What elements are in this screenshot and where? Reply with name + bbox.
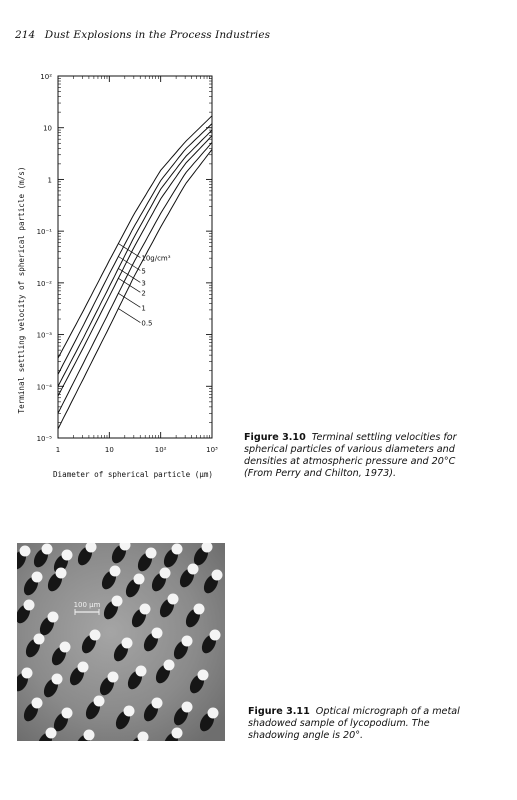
spore [42, 544, 53, 555]
x-tick-label: 10 [104, 446, 114, 454]
series-line-1 [58, 124, 212, 375]
spore [208, 708, 219, 719]
chart-ticks [37, 73, 218, 454]
figure-3-10-caption [244, 432, 484, 480]
figure-3-10-text: Terminal settling velocities for spherical particles of various diameters and densities at atmospheric pressure and 20°C (From Perry and Chilton, 1973). [244, 432, 457, 479]
page-number: 214 [15, 29, 36, 41]
x-tick-label: 10³ [206, 446, 218, 454]
micrograph-image [17, 543, 225, 741]
series-line-3 [58, 136, 212, 396]
y-tick-label: 10 [43, 124, 52, 133]
series-label-0: 10g/cm³ [141, 254, 171, 263]
scale-bar-label: 100 µm [73, 601, 101, 609]
spore [84, 730, 95, 741]
x-axis-label: Diameter of spherical particle (µm) [52, 470, 214, 479]
spore [172, 544, 183, 555]
spore [94, 696, 105, 707]
spore [182, 702, 193, 713]
spore [46, 728, 57, 739]
series-leader-1 [118, 257, 140, 271]
spore [182, 636, 193, 647]
spore [34, 634, 45, 645]
y-tick-label: 10⁻⁵ [36, 435, 52, 443]
spore [160, 568, 171, 579]
series-label-2: 3 [141, 279, 146, 288]
spore [164, 660, 175, 671]
spore [152, 698, 163, 709]
spore [20, 546, 31, 557]
running-title: Dust Explosions in the Process Industries [44, 29, 271, 41]
spore [56, 568, 67, 579]
spore [108, 672, 119, 683]
chart-series-labels [118, 244, 170, 328]
y-tick-label: 10⁻¹ [36, 228, 52, 237]
figure-3-11-text: Optical micrograph of a metal shadowed sample of lycopodium. The shadowing angle is 20°. [248, 706, 460, 741]
figure-3-11-number: Figure 3.11 [248, 706, 310, 717]
spore [198, 670, 209, 681]
spore [134, 574, 145, 585]
spore [78, 662, 89, 673]
spore [194, 604, 205, 615]
spore [24, 600, 35, 611]
figure-3-11-caption [248, 706, 484, 742]
y-tick-label: 10⁻² [36, 279, 52, 288]
spore [52, 674, 63, 685]
series-label-1: 5 [141, 267, 146, 276]
spore [122, 638, 133, 649]
spore [152, 628, 163, 639]
spore [62, 550, 73, 561]
spore [212, 570, 223, 581]
spore [146, 548, 157, 559]
y-axis-label: Terminal settling velocity of spherical particle (m/s) [17, 166, 26, 414]
y-tick-label: 10⁻³ [36, 331, 52, 340]
series-line-4 [58, 142, 212, 413]
x-tick-label: 1 [55, 446, 61, 454]
spore [210, 630, 221, 641]
spore [140, 604, 151, 615]
x-tick-label: 10² [154, 446, 167, 454]
figure-3-10-number: Figure 3.10 [244, 432, 306, 443]
chart-series-lines [58, 116, 212, 429]
spore [90, 630, 101, 641]
y-tick-label: 1 [47, 176, 52, 185]
spore [22, 668, 33, 679]
lycopodium-micrograph [17, 543, 225, 741]
spore [124, 706, 135, 717]
series-leader-4 [118, 293, 140, 307]
spore [136, 666, 147, 677]
spore [172, 728, 183, 739]
series-label-3: 2 [141, 289, 146, 298]
spore [60, 642, 71, 653]
spore [62, 708, 73, 719]
spore [110, 566, 121, 577]
series-label-5: 0.5 [141, 319, 153, 328]
series-line-0 [58, 116, 212, 358]
spore [112, 596, 123, 607]
spore [32, 572, 43, 583]
y-tick-label: 10² [40, 73, 52, 81]
y-tick-label: 10⁻⁴ [36, 383, 52, 392]
settling-velocity-chart [0, 60, 260, 490]
spore [32, 698, 43, 709]
series-label-4: 1 [141, 304, 146, 313]
spore [48, 612, 59, 623]
series-leader-5 [118, 309, 140, 323]
running-head [15, 29, 270, 41]
spore [168, 594, 179, 605]
spore [188, 564, 199, 575]
